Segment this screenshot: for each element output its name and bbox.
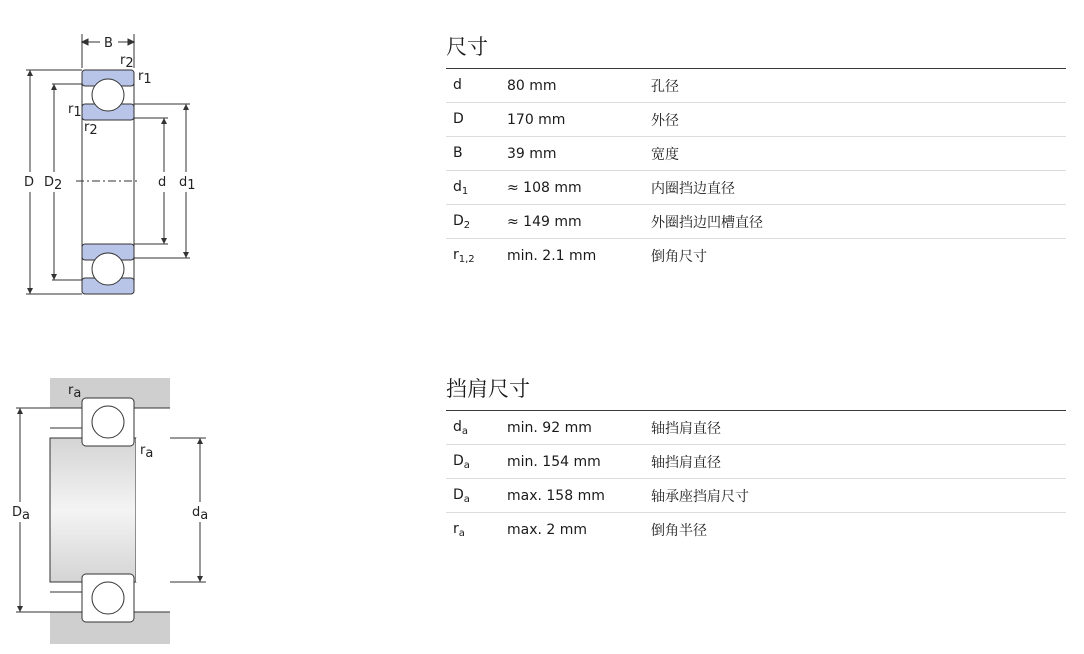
shaft (50, 438, 136, 582)
table-row (446, 445, 1066, 479)
value-cell: max. 2 mm (507, 521, 588, 538)
symbol-cell: $r_{1,2}$ (453, 246, 475, 265)
abutment-title: 挡肩尺寸 (446, 372, 1066, 411)
label-B: B (104, 36, 113, 51)
value-cell: 170 mm (507, 111, 566, 128)
ball-top (92, 79, 124, 111)
table-row (446, 69, 1066, 103)
description-cell: 内圈挡边直径 (651, 180, 735, 197)
description-cell: 轴挡肩直径 (651, 420, 721, 437)
abutment-svg (0, 350, 420, 650)
symbol-cell: $d_a$ (453, 418, 469, 437)
description-cell: 轴承座挡肩尺寸 (651, 488, 749, 505)
label-r2-left: r2 (84, 120, 98, 138)
table-row (446, 171, 1066, 205)
abutment-section (446, 372, 1066, 546)
table-row (446, 513, 1066, 546)
value-cell: ≈ 108 mm (507, 179, 582, 196)
label-d1: d1 (179, 175, 196, 193)
description-cell: 轴挡肩直径 (651, 454, 721, 471)
symbol-cell: $D_a$ (453, 486, 470, 505)
description-cell: 外圈挡边凹槽直径 (651, 214, 763, 231)
description-cell: 外径 (651, 112, 679, 129)
symbol-cell: D (453, 110, 464, 127)
label-d: d (158, 175, 167, 190)
symbol-cell: $D_2$ (453, 212, 471, 231)
label-ra-side: ra (140, 443, 154, 461)
value-cell: ≈ 149 mm (507, 213, 582, 230)
value-cell: min. 2.1 mm (507, 247, 597, 264)
table-row (446, 239, 1066, 272)
ball-bottom (92, 253, 124, 285)
description-cell: 宽度 (651, 146, 679, 163)
bearing-dimension-svg (0, 0, 420, 320)
label-da: da (192, 505, 209, 523)
label-Da: Da (12, 505, 30, 523)
label-r1-left: r1 (68, 102, 82, 120)
value-cell: max. 158 mm (507, 487, 605, 504)
label-r1-top: r1 (138, 69, 152, 87)
value-cell: min. 92 mm (507, 419, 592, 436)
symbol-cell: d (453, 76, 462, 93)
label-ra-top: ra (68, 383, 82, 401)
abutment-table (446, 411, 1066, 546)
label-D: D (24, 175, 35, 190)
dimensions-table (446, 69, 1066, 272)
symbol-cell: $d_1$ (453, 178, 469, 197)
symbol-cell: B (453, 144, 463, 161)
description-cell: 倒角尺寸 (651, 248, 707, 265)
table-row (446, 411, 1066, 445)
table-row (446, 479, 1066, 513)
dimensions-section (446, 30, 1066, 272)
symbol-cell: $D_a$ (453, 452, 470, 471)
label-r2-top: r2 (120, 53, 134, 71)
abutment-diagram (0, 350, 420, 650)
table-row (446, 205, 1066, 239)
table-row (446, 103, 1066, 137)
value-cell: 80 mm (507, 77, 557, 94)
value-cell: min. 154 mm (507, 453, 601, 470)
bearing-dimension-diagram (0, 0, 420, 320)
dimensions-title: 尺寸 (446, 30, 1066, 69)
value-cell: 39 mm (507, 145, 557, 162)
symbol-cell: $r_a$ (453, 520, 465, 539)
label-D2: D2 (44, 175, 63, 193)
description-cell: 倒角半径 (651, 522, 707, 539)
description-cell: 孔径 (651, 78, 679, 95)
table-row (446, 137, 1066, 171)
